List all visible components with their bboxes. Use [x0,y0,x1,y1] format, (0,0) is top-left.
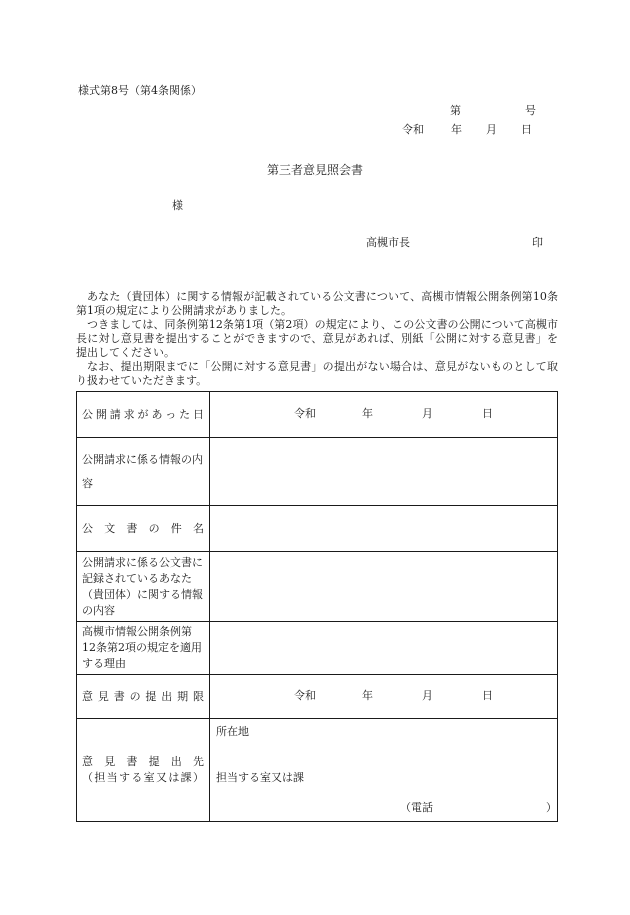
document-name-label: 公 文 書 の 件 名 [77,506,210,552]
recorded-info-value[interactable] [210,552,558,622]
issue-date [402,123,532,138]
phone-close: ） [546,801,557,814]
request-date-day: 日 [482,406,493,420]
submit-to-value[interactable] [210,719,558,822]
request-date-month: 月 [422,406,433,420]
address-label: 所在地 [216,725,249,738]
request-date-value[interactable] [210,392,558,438]
recorded-info-label: 公開請求に係る公文書に記録されているあなた（貴団体）に関する情報の内容 [77,552,210,622]
inquiry-table [76,391,558,822]
issue-date-era: 令和 [402,123,424,136]
document-title: 第三者意見照会書 [266,163,363,177]
deadline-value[interactable] [210,675,558,719]
reason-label: 高槻市情報公開条例第12条第2項の規定を適用する理由 [77,622,210,675]
form-number: 様式第8号（第4条関係） [78,84,202,97]
deadline-day: 日 [482,688,493,702]
deadline-month: 月 [422,688,433,702]
request-date-year: 年 [362,406,373,420]
seal-mark: 印 [532,236,543,249]
body-text [76,290,558,388]
document-name-value[interactable] [210,506,558,552]
document-number-suffix: 号 [525,104,536,117]
submit-to-subtitle: （担当する室又は課） [82,771,204,784]
document-number-prefix: 第 [450,104,461,117]
request-info-value[interactable] [210,438,558,506]
issue-date-month: 月 [486,123,497,136]
reason-value[interactable] [210,622,558,675]
body-paragraph: なお、提出期限までに「公開に対する意見書」の提出がない場合は、意見がないものとして取り扱わせていただきます。 [76,360,558,387]
deadline-era: 令和 [294,688,316,702]
department-label: 担当する室又は課 [216,771,304,784]
deadline-label: 意 見 書 の 提 出 期 限 [77,675,210,719]
request-info-label: 公開請求に係る情報の内容 [77,438,210,506]
issue-date-day: 日 [521,123,532,136]
submit-to-title: 意 見 書 提 出 先 [82,755,204,768]
submit-to-label [77,719,210,822]
body-paragraph: つきましては、同条例第12条第1項（第2項）の規定により、この公文書の公開について高槻市長に対し意見書を提出することができますので、意見があれば、別紙「公開に対する意見書」を提出してください。 [76,318,558,359]
request-date-era: 令和 [294,406,316,420]
request-date-label: 公開請求があった日 [77,392,210,438]
deadline-year: 年 [362,688,373,702]
phone-open: （電話 [400,801,433,814]
issue-date-year: 年 [451,123,462,136]
sender-name: 高槻市長 [366,236,410,249]
addressee-suffix: 様 [172,199,183,212]
body-paragraph: あなた（貴団体）に関する情報が記載されている公文書について、高槻市情報公開条例第10条第1項の規定により公開請求がありました。 [76,290,558,317]
